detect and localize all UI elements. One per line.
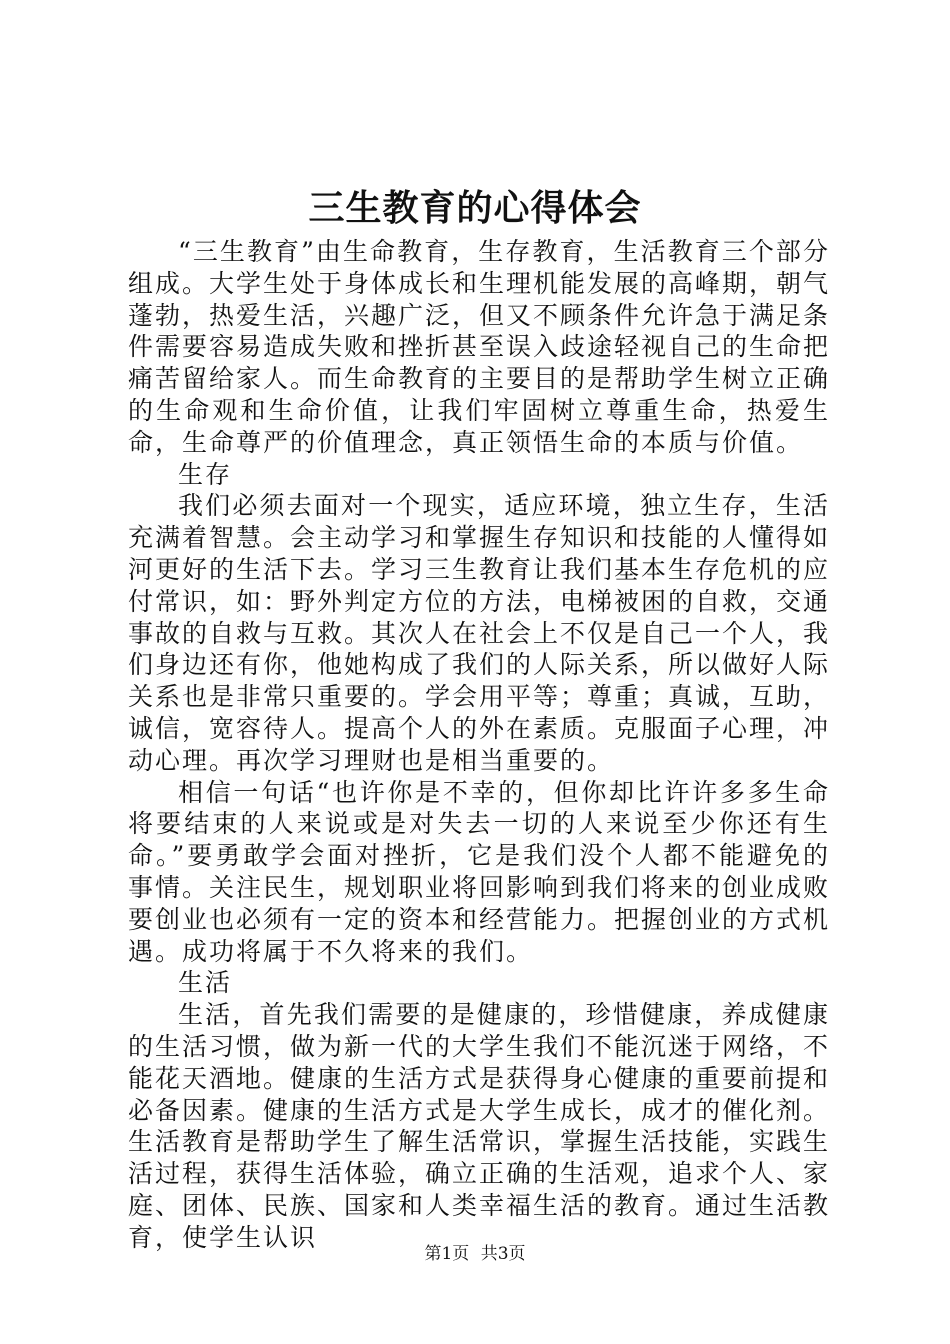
paragraph-intro: “三生教育”由生命教育，生存教育，生活教育三个部分组成。大学生处于身体成长和生理机能发展的高峰期，朝气蓬勃，热爱生活，兴趣广泛，但又不顾条件允许急于满足条件需要容易造成失败和挫折甚至误入歧途轻视自己的生命把痛苦留给家人。而生命教育的主要目的是帮助学生树立正确的生命观和生命价值，让我们牢固树立尊重生命，热爱生命，生命尊严的价值理念，真正领悟生命的本质与价值。 xyxy=(128,237,831,457)
page-number: 第1页 xyxy=(424,1244,470,1264)
page-total: 共3页 xyxy=(480,1244,526,1264)
page-footer xyxy=(0,1243,950,1265)
paragraph-survival: 我们必须去面对一个现实，适应环境，独立生存，生活充满着智慧。会主动学习和掌握生存知识和技能的人懂得如河更好的生活下去。学习三生教育让我们基本生存危机的应付常识，如：野外判定方位的方法，电梯被困的自救，交通事故的自救与互救。其次人在社会上不仅是自己一个人，我们身边还有你，他她构成了我们的人际关系，所以做好人际关系也是非常只重要的。学会用平等；尊重；真诚，互助，诚信，宽容待人。提高个人的外在素质。克服面子心理，冲动心理。再次学习理财也是相当重要的。 xyxy=(128,491,831,775)
paragraph-life: 生活，首先我们需要的是健康的，珍惜健康，养成健康的生活习惯，做为新一代的大学生我们不能沉迷于网络，不能花天酒地。健康的生活方式是获得身心健康的重要前提和必备因素。健康的生活方式是大学生成长，成才的催化剂。生活教育是帮助学生了解生活常识，掌握生活技能，实践生活过程，获得生活体验，确立正确的生活观，追求个人、家庭、团体、民族、国家和人类幸福生活的教育。通过生活教育，使学生认识 xyxy=(128,1000,831,1252)
section-heading-survival: 生存 xyxy=(178,459,233,489)
document-body xyxy=(128,236,830,1254)
paragraph-believe: 相信一句话“也许你是不幸的，但你却比许许多多生命将要结束的人来说或是对失去一切的人来说至少你还有生命。”要勇敢学会面对挫折，它是我们没个人都不能避免的事情。关注民生，规划职业将回影响到我们将来的创业成败要创业也必须有一定的资本和经营能力。把握创业的方式机遇。成功将属于不久将来的我们。 xyxy=(128,777,831,966)
section-heading-life: 生活 xyxy=(178,968,233,998)
document-title: 三生教育的心得体会 xyxy=(308,187,642,229)
